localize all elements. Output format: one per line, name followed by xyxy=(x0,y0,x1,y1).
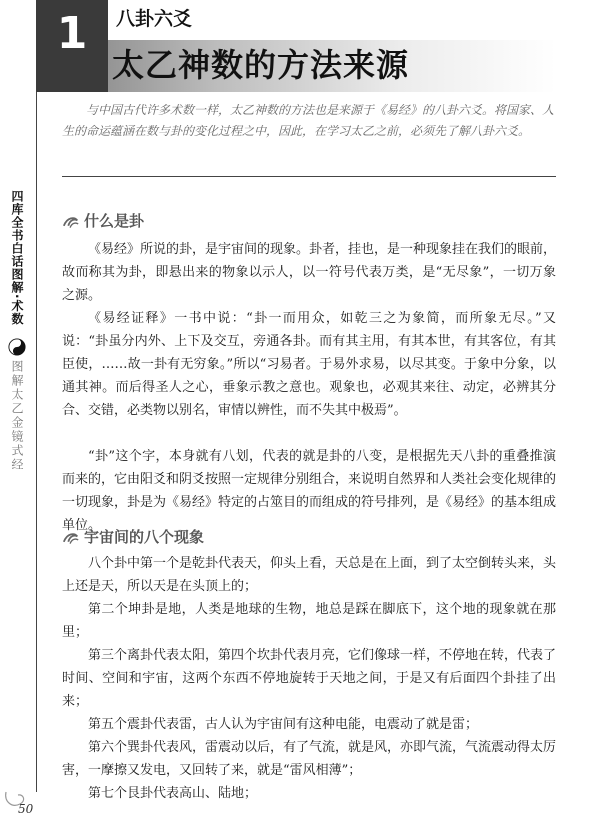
intro-text: 与中国古代许多术数一样，太乙神数的方法也是来源于《易经》的八卦六爻。将国家、人生的命运蕴涵在数与卦的变化过程之中，因此，在学习太乙之前，必须先了解八卦六爻。 xyxy=(62,103,555,138)
paragraph: 八个卦中第一个是乾卦代表天，仰头上看，天总是在上面，到了太空倒转头来，头上还是天，所以天是在头顶上的； xyxy=(62,556,557,594)
paragraph: 第二个坤卦是地，人类是地球的生物，地总是踩在脚底下，这个地的现象就在那里； xyxy=(62,602,556,640)
section-heading xyxy=(62,210,144,231)
section-heading xyxy=(62,526,204,547)
paragraph: 《易经》所说的卦，是宇宙间的现象。卦者，挂也，是一种现象挂在我们的眼前，故而称其为卦，即悬出来的物象以示人，以一符号代表万类，是“无尽象”，一切万象之源。 xyxy=(62,242,557,303)
swirl-bullet-icon xyxy=(62,531,80,545)
chapter-number: 1 xyxy=(56,8,88,59)
intro-divider xyxy=(62,176,556,177)
section-heading-text: 什么是卦 xyxy=(84,212,145,230)
swirl-bullet-icon xyxy=(62,215,80,229)
paragraph: 第五个震卦代表雷，古人认为宇宙间有这种电能，电震动了就是雷； xyxy=(88,717,479,732)
chapter-subtitle: 八卦六爻 xyxy=(116,8,193,30)
section-heading-text: 宇宙间的八个现象 xyxy=(84,528,205,546)
series-label: 四库全书白话图解·术数 xyxy=(10,190,24,326)
book-label: 图解太乙金镜式经 xyxy=(10,360,24,472)
page-title: 太乙神数的方法来源 xyxy=(112,46,410,84)
margin-rule xyxy=(36,92,37,792)
paragraph: 第七个艮卦代表高山、陆地； xyxy=(88,786,258,801)
paragraph: 第三个离卦代表太阳，第四个坎卦代表月亮，它们像球一样，不停地在转，代表了时间、空间和宇宙，这两个东西不停地旋转于天地之间，于是又有后面四个卦挂了出来； xyxy=(62,648,557,709)
paragraph: 第六个巽卦代表风，雷震动以后，有了气流，就是风，亦即气流，气流震动得太厉害，一摩擦又发电，又回转了来，就是“雷风相薄”； xyxy=(62,740,557,778)
paragraph: 《易经证释》一书中说：“卦一而用众，如乾三之为象简，而所象无尽。”又说：“卦虽分内外、上下及交互，旁通各卦。而有其主用，有其本世，有其客位，有其臣使，……故一卦有无穷象。”所以“习易者。于易外求易，以尽其变。于象中分象，以通其神。而后得圣人之心，垂象示教之意也。观象也，必观其来往、动定，必辨其分合、交错，必类物以别名，审情以辨性，而不失其中极焉”。 xyxy=(62,311,556,418)
page-number: 50 xyxy=(18,802,34,816)
paragraph: “卦”这个字，本身就有八划，代表的就是卦的八变，是根据先天八卦的重叠推演而来的，它由阳爻和阴爻按照一定规律分别组合，来说明自然界和人类社会变化规律的一切现象，卦是为《易经》特定的占筮目的而组成的符号排列，是《易经》的基本组成单位。 xyxy=(62,449,557,533)
yin-yang-icon xyxy=(8,338,26,356)
